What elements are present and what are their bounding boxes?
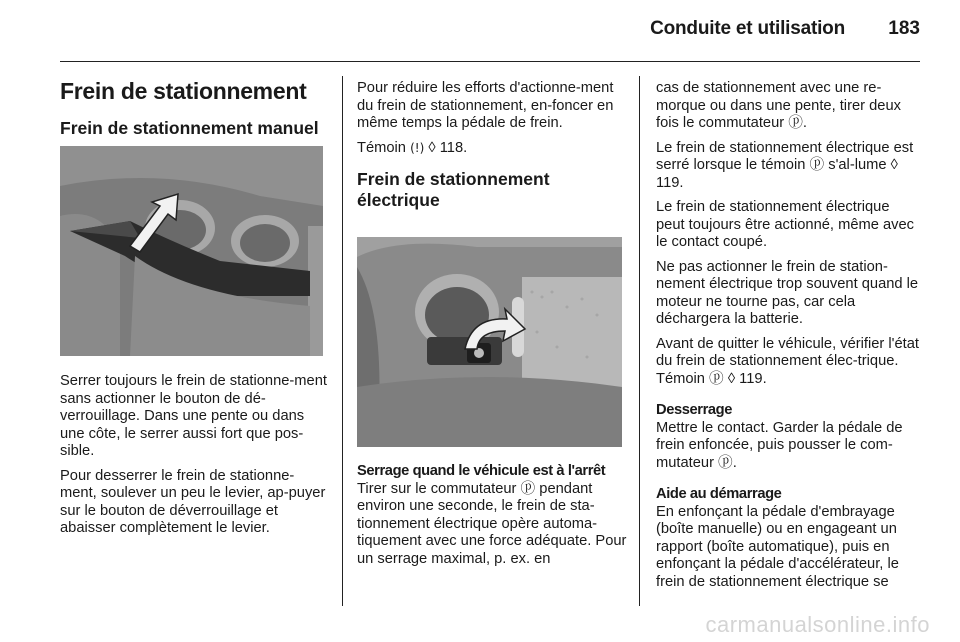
electric-parking-brake-figure [357,237,622,447]
brake-warning-icon: (!) [410,140,425,155]
column-divider [342,76,343,606]
page-number: 183 [888,18,920,39]
temoin-reference [357,140,627,158]
column-divider [639,76,640,606]
paragraph: Serrer toujours le frein de stationne-ment sans actionner le bouton de dé-verrouillage. Dans une pente ou dans une côte, le serrer aussi fort que pos-sible. [60,373,327,459]
paragraph: Pour desserrer le frein de stationne-ment, soulever un peu le levier, ap-puyer sur le bouton de déverrouillage et abaisser complètement le levier. [60,467,326,536]
paragraph: Mettre le contact. Garder la pédale de frein enfoncée, puis pousser le com-mutateur ⓟ. [656,419,903,471]
column-2 [357,80,627,218]
column-3 [656,80,922,598]
page-reference: 118. [439,139,468,156]
column-1 [60,118,328,146]
subsection-title-manual: Frein de stationnement manuel [60,118,319,138]
watermark: carmanualsonline.info [705,612,930,637]
manual-parking-brake-figure [60,146,323,356]
paragraph: En enfonçant la pédale d'embrayage (boîte manuelle) ou en engageant un rapport (boîte automatique), puis en enfonçant la pédale d'accélérateur, le frein de stationnement électrique se [656,503,899,590]
paragraph: Pour réduire les efforts d'actionne-ment du frein de stationnement, en-foncer en même temps la pédale de frein. [357,80,614,131]
desserrage-heading: Desserrage [656,402,733,418]
temoin-label: Témoin [357,139,406,156]
paragraph: Le frein de stationnement électrique peut toujours être actionné, même avec le contact coupé. [656,199,914,250]
column-2-body [357,463,627,575]
column-1-body [60,373,328,545]
header-rule [60,61,920,62]
subsection-title-electric: Frein de stationnement électrique [357,169,550,210]
reference-arrow-icon: ◊ [428,139,436,156]
paragraph: cas de stationnement avec une re-morque ou dans une pente, tirer deux fois le commutateur ⓟ. [656,80,901,131]
running-header-title: Conduite et utilisation [650,18,845,39]
section-title: Frein de stationnement [60,78,307,104]
paragraph: Le frein de stationnement électrique est serré lorsque le témoin ⓟ s'al-lume ◊ 119. [656,139,914,191]
paragraph: Tirer sur le commutateur ⓟ pendant environ une seconde, le frein de sta-tionnement électrique opère automa-tiquement avec une force adéquate. Pour un serrage maximal, p. ex. en [357,480,627,567]
paragraph: Avant de quitter le véhicule, vérifier l'état du frein de stationnement élec-trique. Témoin ⓟ ◊ 119. [656,335,919,387]
aide-demarrage-heading: Aide au démarrage [656,486,782,502]
paragraph: Ne pas actionner le frein de station-nement électrique trop souvent quand le moteur ne tourne pas, car cela déchargera la batterie. [656,258,919,327]
serrage-heading: Serrage quand le véhicule est à l'arrêt [357,463,606,479]
